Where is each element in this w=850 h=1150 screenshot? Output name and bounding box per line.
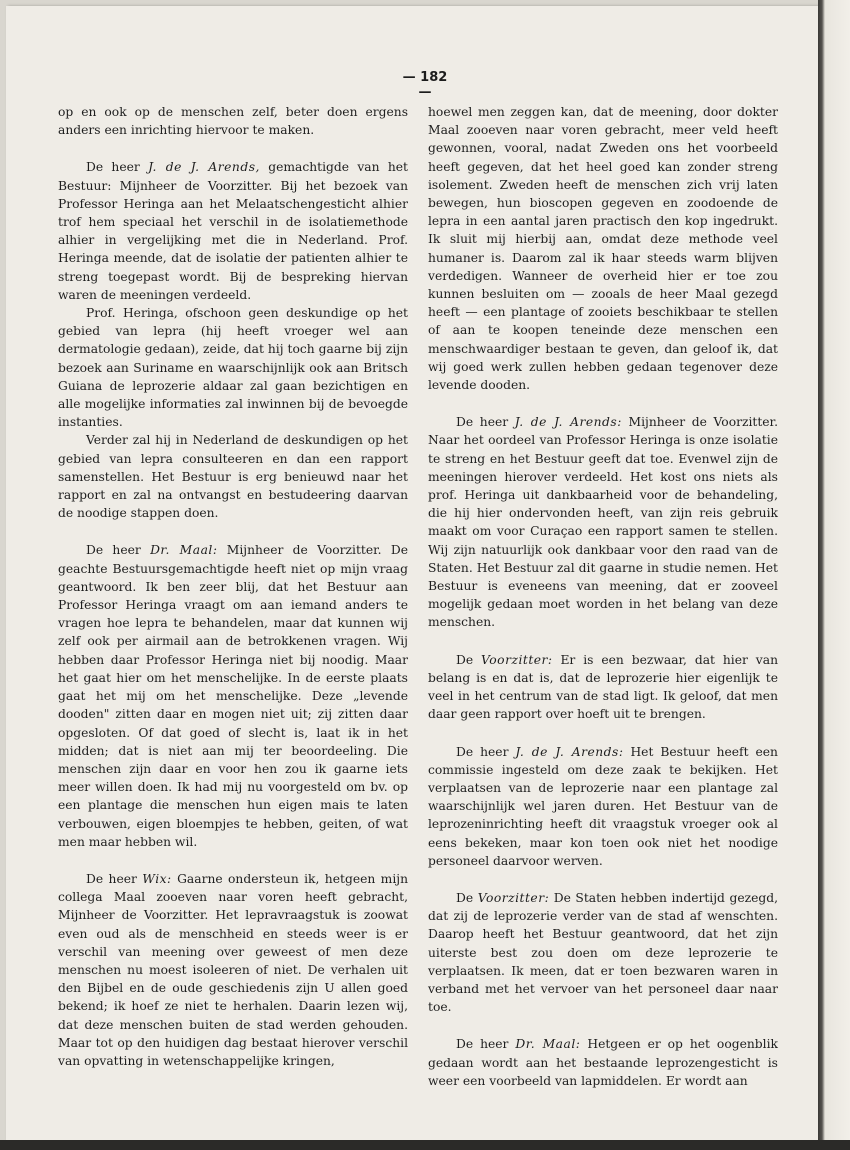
paragraph-text: Het Bestuur heeft een commissie ingesteld om deze zaak te bekijken. Het verplaatsen van de leprozerie naar een plantage zal waarschijnlijk wel jaren duren. Het Bestuur van de leprozeninrichting heeft dit vraagstuk vroeger ook al eens bekeken, maar kon toen ook niet het noodige personeel daarvoor werven. bbox=[428, 744, 778, 868]
right-column bbox=[428, 103, 778, 1090]
paragraph-text: Hetgeen er op het oogenblik gedaan wordt aan het bestaande leprozengesticht is weer een voorbeeld van lapmiddelen. Er wordt aan bbox=[428, 1037, 778, 1088]
left-column bbox=[58, 103, 408, 1070]
paragraph bbox=[58, 870, 408, 1070]
paragraph bbox=[428, 1035, 778, 1090]
speaker-name: Dr. Maal: bbox=[515, 1037, 581, 1052]
speaker-prefix: De bbox=[456, 652, 482, 667]
speaker-name: Voorzitter: bbox=[481, 652, 553, 667]
paragraph bbox=[58, 304, 408, 431]
page-number: — 182 — bbox=[402, 70, 448, 100]
speaker-prefix: De heer bbox=[86, 543, 151, 558]
speaker-name: J. de J. Arends: bbox=[514, 415, 622, 430]
speaker-prefix: De heer bbox=[86, 160, 149, 175]
speaker-prefix: De heer bbox=[86, 871, 143, 886]
speaker-name: Dr. Maal: bbox=[150, 543, 218, 558]
speaker-name: J. de J. Arends, bbox=[148, 160, 260, 175]
paragraph-text: gemachtigde van het Bestuur: Mijnheer de Voorzitter. Bij het bezoek van Professor Heringa aan het Melaatschengesticht alhier trof hem speciaal het verschil in de isolatiemethode alhier in vergelijking met die in Nederland. Prof. Heringa meende, dat de isolatie der patienten alhier te streng toegepast wordt. Bij de bespreking hiervan waren de meeningen verdeeld. bbox=[58, 160, 408, 302]
paragraph bbox=[58, 103, 408, 139]
paragraph-text: De Staten hebben indertijd gezegd, dat zij de leprozerie verder van de stad af wenschten. Daarop heeft het Bestuur geantwoord, dat het zijn uiterste best zou doen om deze leprozerie te verplaatsen. Ik meen, dat er toen bezwaren waren in verband met het vervoer van het personeel daar naar toe. bbox=[428, 890, 779, 1015]
paragraph-text: Mijnheer de Voorzitter. Naar het oordeel van Professor Heringa is onze isolatie te streng en het Bestuur geeft dat toe. Evenwel zijn de meeningen hierover verdeeld. Het kost ons niets als prof. Heringa uit dankbaarheid voor de behandeling, die hij hier ondervonden heeft, van zijn reis gebruik maakt om voor Curaçao een rapport samen te stellen. Wij zijn natuurlijk ook dankbaar voor den raad van de Staten. Het Bestuur zal dit gaarne in studie nemen. Het Bestuur is eveneens van meening, dat er zooveel mogelijk gedaan moet worden in het belang van deze menschen. bbox=[428, 415, 778, 630]
paragraph-text: op en ook op de menschen zelf, beter doen ergens anders een inrichting hiervoor te maken. bbox=[58, 105, 408, 138]
paragraph-text: Er is een bezwaar, dat hier van belang is en dat is, dat de leprozerie hier eigenlijk te veel in het centrum van de stad ligt. Ik geloof, dat men daar geen rapport over hoeft uit te brengen. bbox=[428, 652, 778, 722]
paragraph-text: Verder zal hij in Nederland de deskundigen op het gebied van lepra consulteeren en dan een rapport samenstellen. Het Bestuur is erg benieuwd naar het rapport en zal na ontvangst en bestudeering daarvan de noodige stappen doen. bbox=[58, 433, 408, 521]
speaker-name: Voorzitter: bbox=[477, 890, 550, 905]
paragraph bbox=[428, 889, 778, 1016]
paragraph bbox=[58, 541, 408, 850]
paragraph-text: hoewel men zeggen kan, dat de meening, door dokter Maal zooeven naar voren gebracht, meer veld heeft gewonnen, vooral, nadat Zweden ons het voorbeeld heeft gegeven, dat het heel goed kan zonder streng isolement. Zweden heeft de menschen zich vrij laten bewegen, hun bioscopen gegeven en zoodoende de lepra in een aantal jaren practisch den kop ingedrukt. Ik sluit mij hierbij aan, omdat deze methode veel humaner is. Daarom zal ik haar steeds warm blijven verdedigen. Wanneer de overheid hier er toe zou kunnen besluiten om — zooals de heer Maal gezegd heeft — een plantage of zooiets beschikbaar te stellen of aan te koopen teneinde deze menschen een menschwaardiger bestaan te geven, dan geloof ik, dat wij goed werk zullen hebben gedaan tegenover deze levende dooden. bbox=[428, 105, 778, 393]
speaker-name: Wix: bbox=[142, 871, 172, 886]
paragraph bbox=[428, 413, 778, 631]
scan-border bbox=[0, 1140, 850, 1150]
speaker-prefix: De heer bbox=[456, 744, 516, 759]
paragraph bbox=[428, 103, 778, 394]
paragraph bbox=[428, 651, 778, 724]
paragraph bbox=[58, 431, 408, 522]
paragraph bbox=[58, 158, 408, 304]
paragraph-text: Mijnheer de Voorzitter. De geachte Bestuursgemachtigde heeft niet op mijn vraag geantwoord. Ik ben zeer blij, dat het Bestuur aan Professor Heringa vraagt om aan iemand anders te vragen hoe lepra te behandelen, maar dat kunnen wij zelf ook per airmail aan de betrokkenen vragen. Wij hebben daar Professor Heringa niet bij noodig. Maar het gaat hier om het menschelijke. In de eerste plaats gaat het mij om het menschelijke. Deze „levende dooden" zitten daar en mogen niet uit; zij zitten daar opgesloten. Of dat goed of slecht is, laat ik in het midden; dat is niet aan mij ter beoordeeling. Die menschen zijn daar en voor hen zou ik gaarne iets meer willen doen. Ik had mij nu voorgesteld om bv. op een plantage die menschen hun eigen mais te laten verbouwen, eigen bloempjes te hebben, geiten, of wat men maar hebben wil. bbox=[58, 543, 408, 849]
page-edge bbox=[818, 0, 850, 1150]
speaker-prefix: De heer bbox=[456, 415, 515, 430]
paragraph-text: Gaarne ondersteun ik, hetgeen mijn collega Maal zooeven naar voren heeft gebracht, Mijnheer de Voorzitter. Het lepravraagstuk is zoowat even oud als de menschheid en steeds weer is er verschil van meening over geweest of men deze menschen nu moest isoleeren of niet. De verhalen uit den Bijbel en de oude geschiedenis zijn U allen goed bekend; ik hoef ze niet te herhalen. Daarin lezen wij, dat deze menschen buiten de stad werden gehouden. Maar tot op den huidigen dag bestaat hierover verschil van opvatting in wetenschappelijke kringen, bbox=[58, 871, 408, 1068]
speaker-name: J. de J. Arends: bbox=[515, 744, 624, 759]
speaker-prefix: De bbox=[456, 890, 478, 905]
paragraph bbox=[428, 743, 778, 870]
paragraph-text: Prof. Heringa, ofschoon geen deskundige op het gebied van lepra (hij heeft vroeger wel aan dermatologie gedaan), zeide, dat hij toch gaarne bij zijn bezoek aan Suriname en waarschijnlijk ook aan Britsch Guiana de leprozerie aldaar zal gaan bezichtigen en alle mogelijke informaties zal inwinnen bij de bevoegde instanties. bbox=[58, 306, 408, 430]
speaker-prefix: De heer bbox=[456, 1037, 516, 1052]
